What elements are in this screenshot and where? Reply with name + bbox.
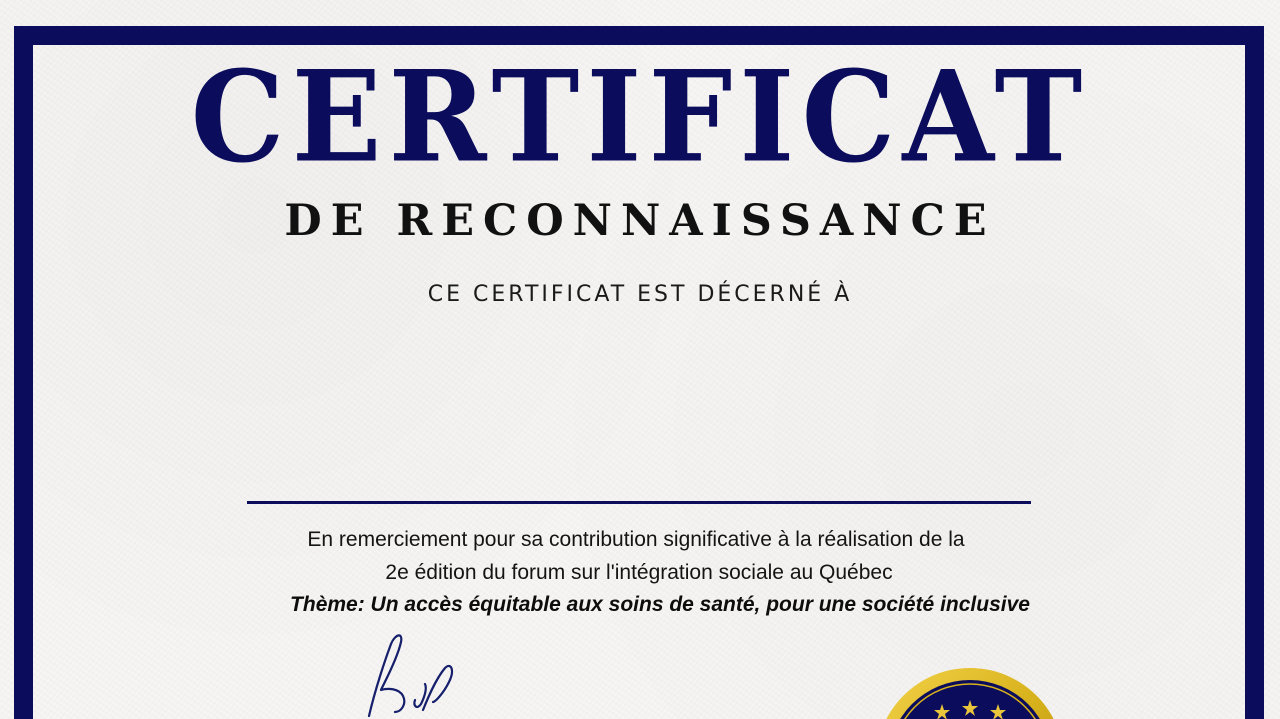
theme-text: Thème: Un accès équitable aux soins de santé, pour une société inclusive bbox=[290, 593, 1030, 616]
awarded-to-label: CE CERTIFICAT EST DÉCERNÉ À bbox=[427, 282, 853, 307]
gold-seal-icon bbox=[870, 664, 1070, 719]
certificate-title: CERTIFICAT bbox=[190, 42, 1090, 191]
body-text-line-2: 2e édition du forum sur l'intégration sociale au Québec bbox=[385, 561, 893, 584]
certificate-subtitle: DE RECONNAISSANCE bbox=[284, 196, 996, 246]
body-text-line-1: En remerciement pour sa contribution significative à la réalisation de la bbox=[307, 528, 965, 551]
signature-image bbox=[355, 630, 475, 719]
recipient-name-line bbox=[247, 501, 1031, 504]
